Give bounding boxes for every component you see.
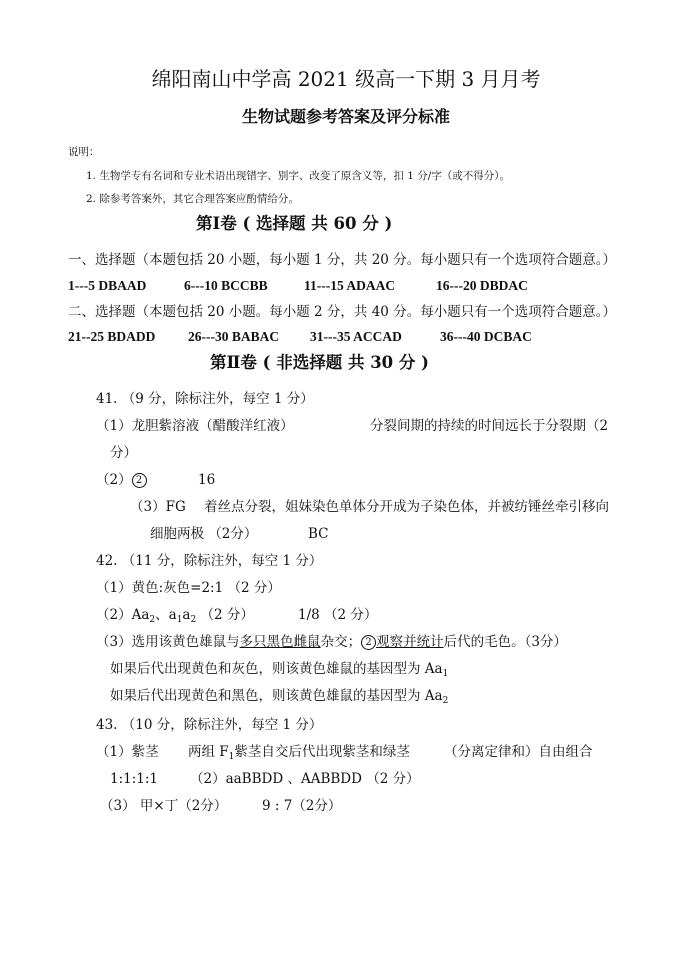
q43-a1b-post: 紫茎自交后代出现紫茎和绿茎 — [234, 744, 410, 760]
circled-number-icon: 2 — [361, 635, 376, 650]
q43-a1b-sub: 1 — [228, 752, 235, 762]
q42-answer-2-ratio: 1/8 （2 分） — [298, 607, 378, 623]
q42-a2-sub2: 1 — [176, 615, 183, 625]
page-title: 绵阳南山中学高 2021 级高一下期 3 月月考 — [151, 67, 541, 91]
q42-a4-sub: 1 — [442, 669, 449, 679]
note-item-1: 1. 生物学专有名词和专业术语出现错字、别字、改变了原含义等，扣 1 分/字（或不得分）。 — [86, 170, 510, 182]
q42-a2-mid2: a — [182, 607, 191, 623]
q42-a3-post: 后代的毛色。（3分） — [443, 634, 567, 650]
part1-heading: 第Ⅰ卷 ( 选择题 共 60 分 ) — [196, 214, 393, 233]
q41-answer-1: （1）龙胆紫溶液（醋酸洋红液） — [96, 418, 294, 434]
q43-answer-2b: （2）aaBBDD 、AABBDD （2 分） — [190, 771, 420, 787]
q42-a3-pre: （3）选用该黄色雄鼠与 — [96, 634, 240, 650]
q42-a2-mid: 、a — [155, 607, 177, 623]
part2-heading: 第Ⅱ卷 ( 非选择题 共 30 分 ) — [210, 353, 429, 372]
q42-a2-pre: （2）Aa — [96, 607, 150, 623]
answer-36-40: 36---40 DCBAC — [440, 329, 532, 344]
answer-21-25: 21--25 BDADD — [68, 329, 156, 344]
q42-answer-5 — [110, 687, 448, 710]
answer-1-5: 1---5 DBAAD — [68, 278, 147, 293]
answer-31-35: 31---35 ACCAD — [310, 329, 402, 344]
q42-a3-mid: 杂交； — [320, 634, 362, 650]
q42-a3-underline-2: 观察并统计 — [376, 634, 444, 650]
answer-6-10: 6---10 BCCBB — [184, 278, 268, 293]
q42-answer-3 — [96, 633, 567, 651]
answer-16-20: 16---20 DBDAC — [436, 278, 528, 293]
q42-answer-1: （1）黄色:灰色=2:1 （2 分） — [96, 580, 281, 596]
q42-a3-underline-1: 多只黑色雌鼠 — [239, 634, 321, 650]
q42-a4-text: 如果后代出现黄色和灰色，则该黄色雄鼠的基因型为 Aa — [110, 661, 443, 677]
q42-a5-text: 如果后代出现黄色和黑色，则该黄色雄鼠的基因型为 Aa — [110, 688, 443, 704]
circled-number-icon: 2 — [132, 473, 147, 488]
answer-26-30: 26---30 BABAC — [188, 329, 280, 344]
q41-answer-2 — [96, 471, 147, 489]
q41-answer-2-value: 16 — [198, 472, 216, 488]
q43-answer-1c: （分离定律和）自由组合 — [444, 744, 593, 760]
q43-a1b-pre: 两组 F — [188, 744, 229, 760]
section1-desc: 一、选择题（本题包括 20 小题，每小题 1 分，共 20 分。每小题只有一个选项符合题意。） — [68, 252, 616, 268]
q42-a5-sub: 2 — [442, 696, 449, 706]
answer-11-15: 11---15 ADAAC — [304, 278, 396, 293]
q41-answer-3d: BC — [308, 526, 329, 542]
q43-answer-2: 1:1:1:1 — [110, 771, 159, 787]
q41-answer-3b: 着丝点分裂，姐妹染色单体分开成为子染色体，并被纺锤丝牵引移向 — [204, 499, 609, 515]
q41-answer-3: （3）FG — [130, 499, 186, 515]
q41-title: 41. （9 分，除标注外，每空 1 分） — [96, 391, 314, 407]
q43-answer-3: （3） 甲×丁（2分） — [100, 798, 228, 814]
q41-answer-1b: 分裂间期的持续的时间远长于分裂期（2 — [370, 418, 609, 434]
q42-answer-2 — [96, 606, 254, 629]
q41-answer-1c: 分） — [110, 445, 137, 461]
q42-a2-sub1: 2 — [149, 615, 156, 625]
q43-answer-1b — [188, 743, 410, 766]
q42-a2-post: （2 分） — [196, 607, 254, 623]
q42-a2-sub3: 2 — [190, 615, 197, 625]
section2-desc: 二、选择题（本题包括 20 小题。每小题 2 分，共 40 分。每小题只有一个选项符合题意。） — [68, 304, 616, 320]
q43-answer-1: （1）紫茎 — [96, 744, 159, 760]
q42-answer-4 — [110, 660, 448, 683]
page-subtitle: 生物试题参考答案及评分标准 — [241, 107, 450, 126]
q43-title: 43. （10 分，除标注外，每空 1 分） — [96, 717, 323, 733]
q43-answer-3b: 9 : 7（2分） — [262, 798, 342, 814]
note-item-2: 2. 除参考答案外，其它合理答案应酌情给分。 — [86, 193, 299, 205]
q41-answer-3c: 细胞两极 （2分） — [150, 526, 258, 542]
q42-title: 42. （11 分，除标注外，每空 1 分） — [96, 553, 323, 569]
notes-label: 说明： — [68, 146, 100, 158]
q41-answer-2-prefix: （2） — [96, 472, 132, 488]
